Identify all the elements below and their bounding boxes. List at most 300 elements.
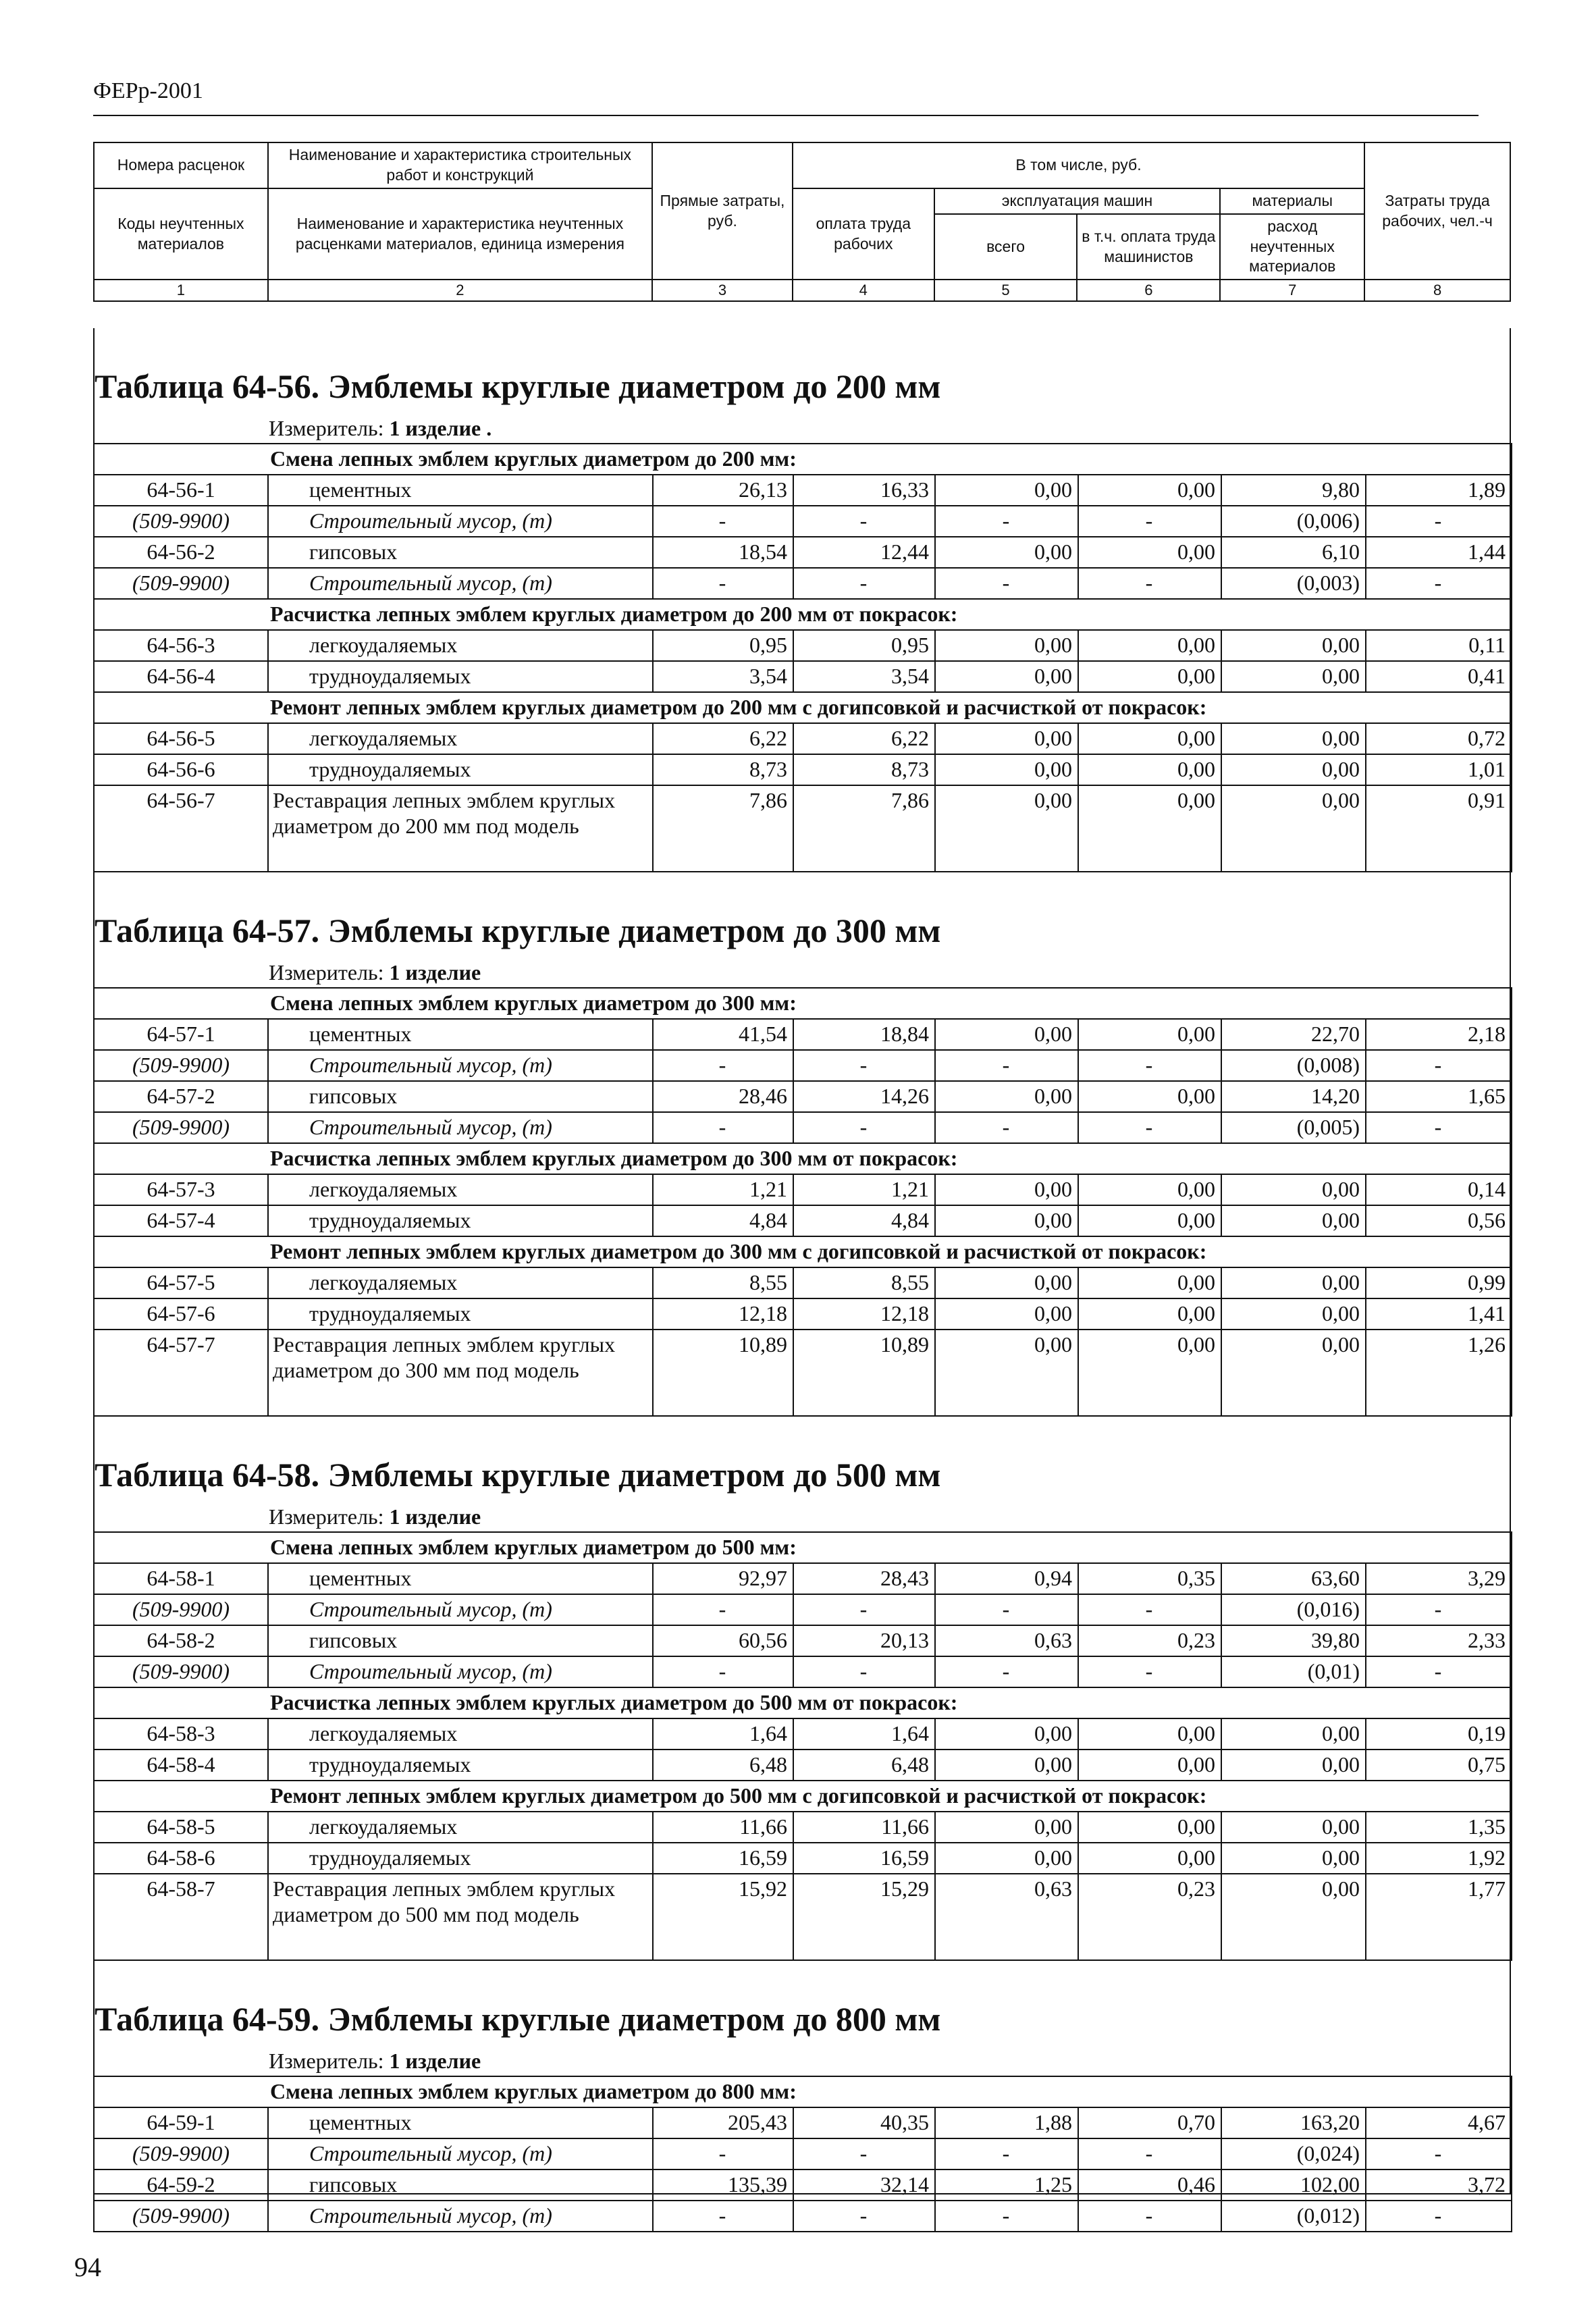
value-cell: (0,016) <box>1221 1594 1366 1625</box>
rate-table <box>93 1531 1512 1961</box>
value-cell: - <box>1366 506 1512 537</box>
rate-row <box>94 2170 1512 2201</box>
measure-label: Измеритель: <box>269 2049 384 2073</box>
rate-row <box>94 630 1512 661</box>
value-cell: 1,44 <box>1366 537 1512 568</box>
value-cell: 0,00 <box>935 1298 1078 1330</box>
value-cell: 0,00 <box>1221 1298 1366 1330</box>
value-cell: - <box>653 2138 793 2170</box>
value-cell: - <box>793 2138 935 2170</box>
value-cell: 0,00 <box>935 1750 1078 1781</box>
rate-row <box>94 1843 1512 1874</box>
value-cell: 0,00 <box>935 723 1078 754</box>
material-row <box>94 568 1512 599</box>
value-cell: 1,92 <box>1366 1843 1512 1874</box>
rate-row <box>94 1563 1512 1594</box>
value-cell: 8,55 <box>653 1267 793 1298</box>
rate-code: 64-57-1 <box>94 1019 268 1050</box>
value-cell: 3,72 <box>1366 2170 1512 2201</box>
measure-label: Измеритель: <box>269 960 384 984</box>
rate-code: 64-56-6 <box>94 754 268 785</box>
value-cell: 12,44 <box>793 537 935 568</box>
value-cell: (0,005) <box>1221 1112 1366 1143</box>
rate-row <box>94 537 1512 568</box>
value-cell: 11,66 <box>793 1812 935 1843</box>
value-cell: 0,00 <box>935 1019 1078 1050</box>
value-cell: - <box>1078 1656 1221 1687</box>
rate-code: 64-58-1 <box>94 1563 268 1594</box>
rate-table <box>93 2076 1512 2232</box>
value-cell: - <box>793 568 935 599</box>
value-cell: 2,33 <box>1366 1625 1512 1656</box>
value-cell: 1,01 <box>1366 754 1512 785</box>
document-title: ФЕРр-2001 <box>93 78 203 103</box>
value-cell: 135,39 <box>653 2170 793 2201</box>
value-cell: 2,18 <box>1366 1019 1512 1050</box>
col-number: 3 <box>652 280 793 301</box>
value-cell: 0,00 <box>1078 1750 1221 1781</box>
value-cell: 40,35 <box>793 2107 935 2138</box>
rate-row <box>94 661 1512 692</box>
material-code: (509-9900) <box>94 568 268 599</box>
material-name: Строительный мусор, (т) <box>268 1050 653 1081</box>
group-heading-row <box>94 1236 1512 1267</box>
work-name: гипсовых <box>268 537 653 568</box>
value-cell: 6,48 <box>793 1750 935 1781</box>
material-name: Строительный мусор, (т) <box>268 568 653 599</box>
value-cell: 0,70 <box>1078 2107 1221 2138</box>
rate-row <box>94 2107 1512 2138</box>
group-heading-row <box>94 444 1512 475</box>
material-name: Строительный мусор, (т) <box>268 1112 653 1143</box>
value-cell: 0,95 <box>653 630 793 661</box>
material-row <box>94 2138 1512 2170</box>
value-cell: 11,66 <box>653 1812 793 1843</box>
col-number: 7 <box>1220 280 1364 301</box>
value-cell: 12,18 <box>653 1298 793 1330</box>
value-cell: - <box>935 1656 1078 1687</box>
work-name: Реставрация лепных эмблем круглых диаметром до 200 мм под модель <box>268 785 653 872</box>
rate-table-section <box>93 328 1511 872</box>
value-cell: - <box>793 2201 935 2232</box>
measure-value: 1 изделие . <box>389 416 492 440</box>
value-cell: 3,54 <box>653 661 793 692</box>
value-cell: 3,54 <box>793 661 935 692</box>
value-cell: 41,54 <box>653 1019 793 1050</box>
value-cell: 26,13 <box>653 475 793 506</box>
value-cell: 0,00 <box>1221 1267 1366 1298</box>
value-cell: 63,60 <box>1221 1563 1366 1594</box>
value-cell: 0,00 <box>1078 1812 1221 1843</box>
group-heading: Расчистка лепных эмблем круглых диаметром до 500 мм от покрасок: <box>94 1687 1512 1718</box>
value-cell: 92,97 <box>653 1563 793 1594</box>
work-name: трудноудаляемых <box>268 1298 653 1330</box>
rate-row <box>94 754 1512 785</box>
value-cell: 6,48 <box>653 1750 793 1781</box>
work-name: легкоудаляемых <box>268 630 653 661</box>
value-cell: - <box>935 568 1078 599</box>
work-name: трудноудаляемых <box>268 1205 653 1236</box>
value-cell: 0,91 <box>1366 785 1512 872</box>
value-cell: (0,012) <box>1221 2201 1366 2232</box>
group-heading-row <box>94 1687 1512 1718</box>
rate-code: 64-57-7 <box>94 1330 268 1416</box>
material-name: Строительный мусор, (т) <box>268 2138 653 2170</box>
material-name: Строительный мусор, (т) <box>268 2201 653 2232</box>
group-heading: Ремонт лепных эмблем круглых диаметром до 200 мм с догипсовкой и расчисткой от покрасок: <box>94 692 1512 723</box>
value-cell: - <box>935 1112 1078 1143</box>
value-cell: 0,00 <box>1078 1843 1221 1874</box>
value-cell: 0,00 <box>935 1843 1078 1874</box>
value-cell: 0,00 <box>1221 630 1366 661</box>
rate-row <box>94 1812 1512 1843</box>
value-cell: 1,88 <box>935 2107 1078 2138</box>
rate-table-section <box>93 1417 1511 1961</box>
rate-code: 64-58-7 <box>94 1874 268 1960</box>
value-cell: - <box>1366 1112 1512 1143</box>
value-cell: 0,00 <box>935 475 1078 506</box>
value-cell: 0,00 <box>1078 630 1221 661</box>
material-name: Строительный мусор, (т) <box>268 506 653 537</box>
value-cell: 4,67 <box>1366 2107 1512 2138</box>
rate-row <box>94 1019 1512 1050</box>
value-cell: 16,59 <box>653 1843 793 1874</box>
value-cell: 8,55 <box>793 1267 935 1298</box>
work-name: цементных <box>268 475 653 506</box>
measure-label: Измеритель: <box>269 416 384 440</box>
value-cell: 18,54 <box>653 537 793 568</box>
value-cell: 4,84 <box>653 1205 793 1236</box>
value-cell: 1,77 <box>1366 1874 1512 1960</box>
work-name: гипсовых <box>268 1081 653 1112</box>
rate-row <box>94 1174 1512 1205</box>
value-cell: - <box>1078 2201 1221 2232</box>
value-cell: 0,63 <box>935 1874 1078 1960</box>
measure-unit <box>93 957 1511 987</box>
rate-code: 64-57-4 <box>94 1205 268 1236</box>
value-cell: 7,86 <box>653 785 793 872</box>
rate-code: 64-58-6 <box>94 1843 268 1874</box>
value-cell: 0,11 <box>1366 630 1512 661</box>
value-cell: 10,89 <box>793 1330 935 1416</box>
value-cell: 0,00 <box>1078 661 1221 692</box>
value-cell: 9,80 <box>1221 475 1366 506</box>
value-cell: 0,00 <box>935 1081 1078 1112</box>
value-cell: 0,00 <box>935 1330 1078 1416</box>
col-number: 2 <box>268 280 652 301</box>
value-cell: 10,89 <box>653 1330 793 1416</box>
value-cell: 18,84 <box>793 1019 935 1050</box>
measure-unit <box>93 2046 1511 2076</box>
rate-row <box>94 785 1512 872</box>
value-cell: - <box>653 1594 793 1625</box>
work-name: цементных <box>268 1019 653 1050</box>
rate-code: 64-56-3 <box>94 630 268 661</box>
value-cell: - <box>793 1656 935 1687</box>
value-cell: - <box>793 1050 935 1081</box>
measure-value: 1 изделие <box>389 1504 481 1529</box>
table-title: Таблица 64-57. Эмблемы круглые диаметром до 300 мм <box>95 912 941 949</box>
value-cell: 0,00 <box>935 630 1078 661</box>
value-cell: (0,008) <box>1221 1050 1366 1081</box>
value-cell: 15,29 <box>793 1874 935 1960</box>
measure-value: 1 изделие <box>389 2049 481 2073</box>
value-cell: 0,23 <box>1078 1874 1221 1960</box>
group-heading-row <box>94 599 1512 630</box>
value-cell: 0,94 <box>935 1563 1078 1594</box>
value-cell: 0,00 <box>1078 1267 1221 1298</box>
value-cell: 1,35 <box>1366 1812 1512 1843</box>
value-cell: 1,41 <box>1366 1298 1512 1330</box>
rate-code: 64-56-1 <box>94 475 268 506</box>
group-heading: Смена лепных эмблем круглых диаметром до 500 мм: <box>94 1532 1512 1563</box>
value-cell: - <box>653 568 793 599</box>
value-cell: 16,59 <box>793 1843 935 1874</box>
value-cell: 1,89 <box>1366 475 1512 506</box>
value-cell: 0,00 <box>1221 1874 1366 1960</box>
material-row <box>94 1112 1512 1143</box>
work-name: Реставрация лепных эмблем круглых диаметром до 500 мм под модель <box>268 1874 653 1960</box>
value-cell: 0,00 <box>1078 754 1221 785</box>
col-header-material-name: Наименование и характеристика неучтенных расценками материалов, единица измерения <box>268 188 652 280</box>
col-number: 6 <box>1077 280 1220 301</box>
col-number: 5 <box>934 280 1078 301</box>
value-cell: 0,00 <box>1221 754 1366 785</box>
work-name: легкоудаляемых <box>268 723 653 754</box>
group-heading: Смена лепных эмблем круглых диаметром до 200 мм: <box>94 444 1512 475</box>
value-cell: - <box>653 1656 793 1687</box>
value-cell: 0,63 <box>935 1625 1078 1656</box>
col-number: 8 <box>1364 280 1510 301</box>
value-cell: 14,20 <box>1221 1081 1366 1112</box>
rate-code: 64-58-4 <box>94 1750 268 1781</box>
value-cell: 0,00 <box>1221 785 1366 872</box>
rate-row <box>94 723 1512 754</box>
value-cell: 8,73 <box>793 754 935 785</box>
value-cell: 0,56 <box>1366 1205 1512 1236</box>
value-cell: - <box>1078 2138 1221 2170</box>
rate-row <box>94 1298 1512 1330</box>
value-cell: 0,00 <box>935 1812 1078 1843</box>
measure-unit <box>93 413 1511 443</box>
work-name: Реставрация лепных эмблем круглых диаметром до 300 мм под модель <box>268 1330 653 1416</box>
work-name: цементных <box>268 2107 653 2138</box>
value-cell: 60,56 <box>653 1625 793 1656</box>
value-cell: - <box>653 1112 793 1143</box>
material-code: (509-9900) <box>94 506 268 537</box>
value-cell: - <box>1366 2201 1512 2232</box>
value-cell: - <box>653 2201 793 2232</box>
rate-code: 64-56-2 <box>94 537 268 568</box>
col-header-operator-pay: в т.ч. оплата труда машинистов <box>1077 214 1220 280</box>
material-row <box>94 1050 1512 1081</box>
work-name: гипсовых <box>268 2170 653 2201</box>
rate-table-section <box>93 1961 1511 2232</box>
work-name: цементных <box>268 1563 653 1594</box>
group-heading: Смена лепных эмблем круглых диаметром до 800 мм: <box>94 2076 1512 2107</box>
value-cell: 0,75 <box>1366 1750 1512 1781</box>
rate-row <box>94 1718 1512 1750</box>
rate-code: 64-59-2 <box>94 2170 268 2201</box>
value-cell: (0,006) <box>1221 506 1366 537</box>
value-cell: 163,20 <box>1221 2107 1366 2138</box>
value-cell: 0,00 <box>1078 1718 1221 1750</box>
table-title: Таблица 64-58. Эмблемы круглые диаметром до 500 мм <box>95 1456 941 1494</box>
group-heading-row <box>94 2076 1512 2107</box>
value-cell: - <box>935 1050 1078 1081</box>
material-row <box>94 2201 1512 2232</box>
group-heading-row <box>94 988 1512 1019</box>
value-cell: 0,00 <box>935 754 1078 785</box>
value-cell: 8,73 <box>653 754 793 785</box>
value-cell: - <box>1078 1594 1221 1625</box>
col-header-machines-total: всего <box>934 214 1078 280</box>
value-cell: 1,64 <box>653 1718 793 1750</box>
rate-row <box>94 1874 1512 1960</box>
value-cell: 0,00 <box>1221 1205 1366 1236</box>
value-cell: 4,84 <box>793 1205 935 1236</box>
value-cell: 0,35 <box>1078 1563 1221 1594</box>
value-cell: 3,29 <box>1366 1563 1512 1594</box>
value-cell: 0,41 <box>1366 661 1512 692</box>
value-cell: - <box>935 1594 1078 1625</box>
col-header-work-name: Наименование и характеристика строительных работ и конструкций <box>268 142 652 188</box>
value-cell: 0,00 <box>935 1718 1078 1750</box>
work-name: легкоудаляемых <box>268 1267 653 1298</box>
group-heading-row <box>94 692 1512 723</box>
value-cell: 16,33 <box>793 475 935 506</box>
rate-code: 64-56-5 <box>94 723 268 754</box>
value-cell: 32,14 <box>793 2170 935 2201</box>
value-cell: - <box>1366 2138 1512 2170</box>
value-cell: 0,00 <box>1078 537 1221 568</box>
col-header-rate-numbers: Номера расценок <box>94 142 268 188</box>
column-header-table <box>93 142 1511 302</box>
rate-code: 64-59-1 <box>94 2107 268 2138</box>
value-cell: 0,00 <box>1221 661 1366 692</box>
work-name: легкоудаляемых <box>268 1718 653 1750</box>
value-cell: - <box>1366 1594 1512 1625</box>
material-row <box>94 1656 1512 1687</box>
value-cell: 39,80 <box>1221 1625 1366 1656</box>
value-cell: 6,22 <box>653 723 793 754</box>
value-cell: (0,003) <box>1221 568 1366 599</box>
value-cell: 0,72 <box>1366 723 1512 754</box>
rate-code: 64-58-5 <box>94 1812 268 1843</box>
value-cell: 0,00 <box>1221 723 1366 754</box>
work-name: легкоудаляемых <box>268 1812 653 1843</box>
col-number: 1 <box>94 280 268 301</box>
value-cell: - <box>1366 1050 1512 1081</box>
rate-code: 64-57-5 <box>94 1267 268 1298</box>
value-cell: 0,99 <box>1366 1267 1512 1298</box>
value-cell: 1,21 <box>653 1174 793 1205</box>
material-code: (509-9900) <box>94 2138 268 2170</box>
rate-row <box>94 1267 1512 1298</box>
material-code: (509-9900) <box>94 1594 268 1625</box>
material-row <box>94 506 1512 537</box>
work-name: гипсовых <box>268 1625 653 1656</box>
group-heading: Ремонт лепных эмблем круглых диаметром до 300 мм с догипсовкой и расчисткой от покрасок: <box>94 1236 1512 1267</box>
rate-code: 64-57-2 <box>94 1081 268 1112</box>
value-cell: - <box>935 506 1078 537</box>
value-cell: 0,00 <box>1078 1330 1221 1416</box>
value-cell: - <box>793 1594 935 1625</box>
group-heading-row <box>94 1143 1512 1174</box>
material-code: (509-9900) <box>94 1112 268 1143</box>
rate-table <box>93 443 1512 872</box>
col-header-labor-hours: Затраты труда рабочих, чел.-ч <box>1364 142 1510 280</box>
value-cell: 1,25 <box>935 2170 1078 2201</box>
material-row <box>94 1594 1512 1625</box>
rate-code: 64-58-2 <box>94 1625 268 1656</box>
value-cell: 0,00 <box>935 537 1078 568</box>
rate-code: 64-57-3 <box>94 1174 268 1205</box>
value-cell: 0,00 <box>1221 1330 1366 1416</box>
measure-label: Измеритель: <box>269 1504 384 1529</box>
value-cell: 14,26 <box>793 1081 935 1112</box>
value-cell: 0,00 <box>1078 1205 1221 1236</box>
value-cell: 0,00 <box>1078 785 1221 872</box>
value-cell: 0,00 <box>1078 1298 1221 1330</box>
group-heading: Расчистка лепных эмблем круглых диаметром до 200 мм от покрасок: <box>94 599 1512 630</box>
page-number: 94 <box>74 2252 101 2282</box>
table-title: Таблица 64-59. Эмблемы круглые диаметром до 800 мм <box>95 2000 941 2038</box>
table-title: Таблица 64-56. Эмблемы круглые диаметром до 200 мм <box>95 367 941 405</box>
value-cell: 6,10 <box>1221 537 1366 568</box>
value-cell: 15,92 <box>653 1874 793 1960</box>
work-name: трудноудаляемых <box>268 1843 653 1874</box>
material-code: (509-9900) <box>94 1656 268 1687</box>
col-header-including: В том числе, руб. <box>793 142 1364 188</box>
value-cell: (0,01) <box>1221 1656 1366 1687</box>
material-name: Строительный мусор, (т) <box>268 1594 653 1625</box>
rate-row <box>94 1750 1512 1781</box>
value-cell: 12,18 <box>793 1298 935 1330</box>
group-heading: Расчистка лепных эмблем круглых диаметром до 300 мм от покрасок: <box>94 1143 1512 1174</box>
value-cell: 0,00 <box>935 1205 1078 1236</box>
value-cell: 0,00 <box>1221 1718 1366 1750</box>
rate-code: 64-58-3 <box>94 1718 268 1750</box>
value-cell: - <box>1078 1050 1221 1081</box>
group-heading-row <box>94 1532 1512 1563</box>
value-cell: 0,00 <box>935 661 1078 692</box>
col-header-direct-costs: Прямые затраты, руб. <box>652 142 793 280</box>
rate-code: 64-57-6 <box>94 1298 268 1330</box>
group-heading: Ремонт лепных эмблем круглых диаметром до 500 мм с догипсовкой и расчисткой от покрасок: <box>94 1781 1512 1812</box>
value-cell: 0,00 <box>1221 1174 1366 1205</box>
value-cell: 6,22 <box>793 723 935 754</box>
value-cell: 0,00 <box>935 785 1078 872</box>
col-header-material-codes: Коды неучтенных материалов <box>94 188 268 280</box>
value-cell: 1,26 <box>1366 1330 1512 1416</box>
rate-code: 64-56-7 <box>94 785 268 872</box>
group-heading: Смена лепных эмблем круглых диаметром до 300 мм: <box>94 988 1512 1019</box>
measure-unit <box>93 1502 1511 1531</box>
value-cell: - <box>653 506 793 537</box>
value-cell: - <box>1078 568 1221 599</box>
rate-row <box>94 1205 1512 1236</box>
material-code: (509-9900) <box>94 2201 268 2232</box>
value-cell: 20,13 <box>793 1625 935 1656</box>
value-cell: - <box>793 506 935 537</box>
rate-row <box>94 1625 1512 1656</box>
value-cell: - <box>1366 1656 1512 1687</box>
value-cell: 0,00 <box>1078 1019 1221 1050</box>
value-cell: (0,024) <box>1221 2138 1366 2170</box>
col-header-material-consumption: расход неучтенных материалов <box>1220 214 1364 280</box>
value-cell: 0,95 <box>793 630 935 661</box>
